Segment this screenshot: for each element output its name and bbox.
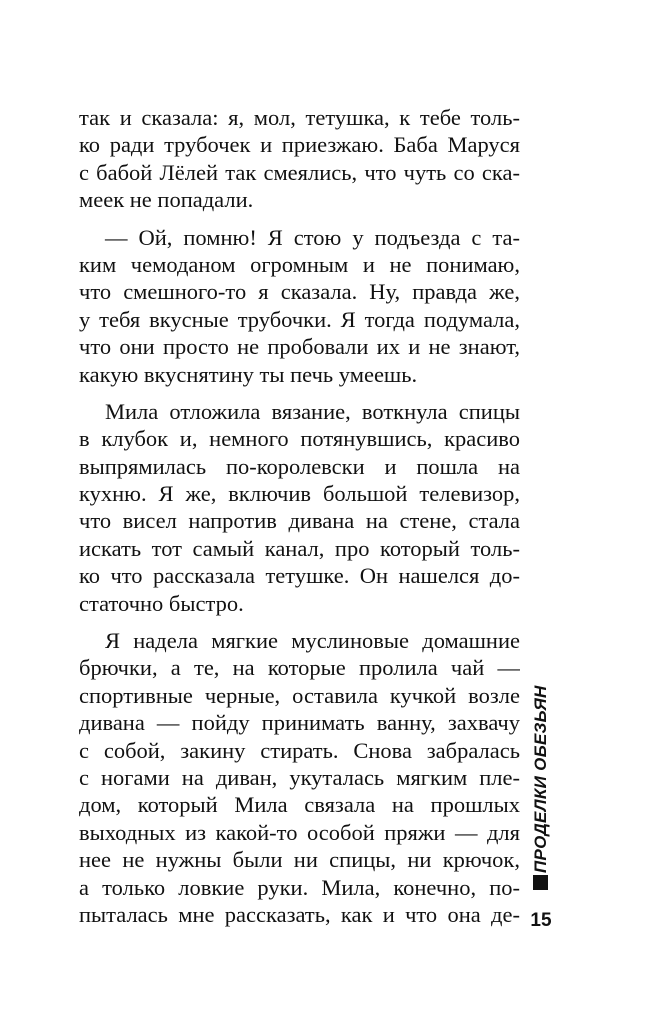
text-line: Я надела мягкие муслиновые домашние (105, 628, 520, 654)
text-line: с собой, закину стирать. Снова забралась (79, 737, 520, 763)
text-line: какую вкуснятину ты печь умеешь. (79, 361, 418, 387)
text-line: выпрямилась по-королевски и пошла на (79, 453, 520, 479)
text-line: с бабой Лёлей так смеялись, что чуть со ска- (79, 159, 520, 185)
text-line: что висел напротив дивана на стене, стала (79, 508, 520, 534)
paragraph (79, 627, 520, 928)
running-title: ПРОДЕЛКИ ОБЕЗЬЯН (531, 685, 550, 873)
text-line: брючки, а те, на которые пролила чай — (79, 655, 520, 681)
text-line: меек не попадали. (79, 187, 254, 213)
text-line: нее не нужны были ни спицы, ни крючок, (79, 847, 520, 873)
text-line: что они просто не пробовали их и не знают, (79, 334, 520, 360)
text-line: а только ловкие руки. Мила, конечно, по- (79, 874, 520, 900)
square-marker-icon (533, 875, 548, 890)
text-line: ко ради трубочек и приезжаю. Баба Маруся (79, 132, 520, 158)
text-line: у тебя вкусные трубочки. Я тогда подумала, (79, 306, 520, 332)
text-line: выходных из какой-то особой пряжи — для (79, 819, 520, 845)
text-line: с ногами на диван, укуталась мягким пле- (79, 764, 520, 790)
text-line: искать тот самый канал, про который толь- (79, 535, 520, 561)
text-line: что смешного-то я сказала. Ну, правда же, (79, 279, 520, 305)
text-line: так и сказала: я, мол, тетушка, к тебе толь- (79, 105, 520, 130)
text-line: дом, который Мила связала на прошлых (79, 792, 520, 818)
paragraph (79, 104, 520, 214)
text-line: в клубок и, немного потянувшись, красиво (79, 426, 520, 452)
paragraph (79, 224, 520, 388)
text-line: ким чемоданом огромным и не понимаю, (79, 251, 520, 277)
paragraph (79, 398, 520, 617)
text-line: ко что рассказала тетушке. Он нашелся до- (79, 563, 520, 589)
text-line: спортивные черные, оставила кучкой возле (79, 682, 520, 708)
text-line: дивана — пойду принимать ванну, захвачу (79, 710, 520, 736)
text-line: пыталась мне рассказать, как и что она де- (79, 901, 520, 927)
text-line: Мила отложила вязание, воткнула спицы (105, 398, 520, 424)
text-line: — Ой, помню! Я стою у подъезда с та- (105, 224, 520, 250)
page-number: 15 (530, 910, 552, 931)
body-text (79, 104, 520, 928)
text-line: статочно быстро. (79, 590, 244, 616)
text-line: кухню. Я же, включив большой телевизор, (79, 481, 520, 507)
